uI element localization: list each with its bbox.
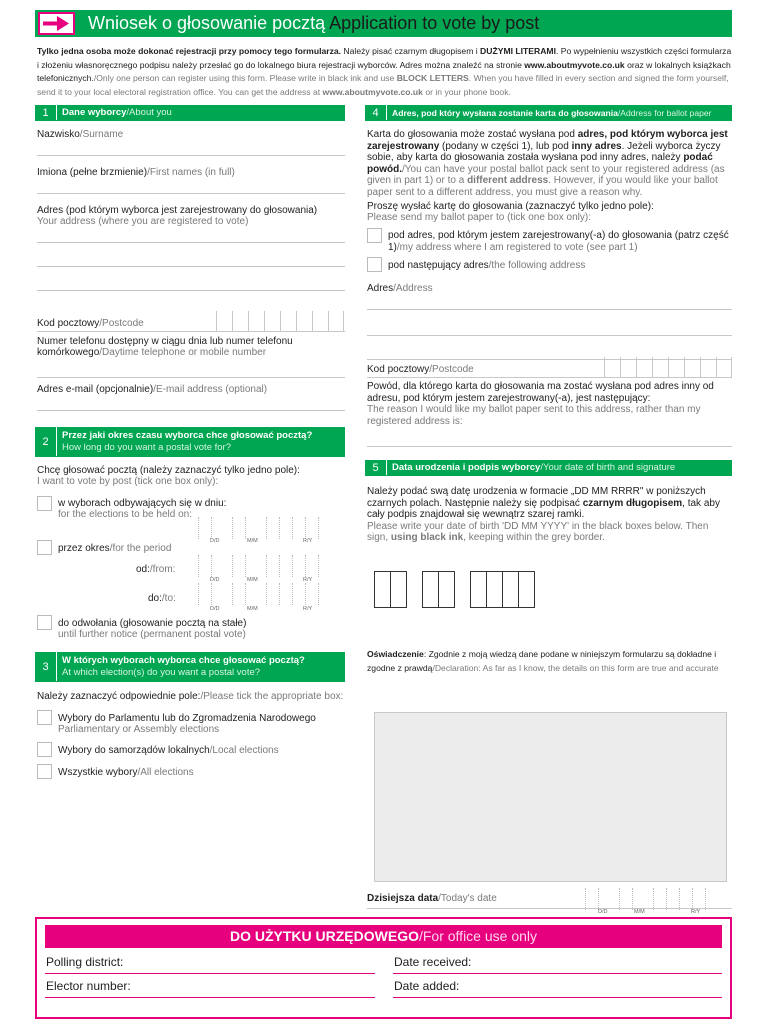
local-label: Wybory do samorządów lokalnych/Local elections: [58, 745, 279, 756]
dob-instructions: Należy podać swą datę urodzenia w formacie „DD MM RRRR" w poniższych czarnych polach. Następnie należy się podpisać czarnym długopisem, tak aby cały podpis znajdował się wewnątrz szarej ramki. Please write your date of birth 'DD MM YYYY' in the black boxes below. Then sign, using black ink, keeping within the grey border.: [367, 486, 720, 543]
ballot-postcode-boxes[interactable]: [604, 357, 732, 377]
ballot-postcode-label: Kod pocztowy/Postcode: [367, 364, 474, 375]
send-to-question: Proszę wysłać kartę do głosowania (zaznaczyć tylko jedno pole):: [367, 201, 654, 212]
parliamentary-label: Wybory do Parlamentu lub do Zgromadzenia Narodowego: [58, 713, 316, 724]
send-to-question-en: Please send my ballot paper to (tick one box only):: [367, 212, 592, 223]
date-received-field[interactable]: [393, 973, 722, 974]
mm-label: M/M: [634, 909, 645, 915]
yy-label: R/Y: [303, 577, 313, 583]
following-address-checkbox[interactable]: [367, 257, 382, 272]
mm-label: M/M: [247, 538, 258, 544]
email-label: Adres e-mail (opcjonalnie)/E-mail address (optional): [37, 384, 268, 395]
declaration: Oświadczenie: Zgodnie z moją wiedzą dane podane w niniejszym formularzu są dokładne i zgodne z prawdą/Declaration: As far as I know, the details on this form are true and accurate: [367, 649, 719, 673]
address-label: Adres (pod którym wyborca jest zarejestrowany do głosowania): [37, 205, 318, 216]
surname-label: Nazwisko/Surname: [37, 129, 124, 140]
section-2-header: 2 Przez jaki okres czasu wyborca chce głosować pocztą? How long do you want a postal vote for?: [35, 427, 345, 457]
phone-field[interactable]: [37, 377, 345, 378]
dd-label: D/D: [210, 577, 220, 583]
section-4-header: 4 Adres, pod który wysłana zostanie karta do głosowania /Address for ballot paper: [365, 105, 732, 121]
polling-district-label: Polling district:: [46, 955, 124, 969]
parliamentary-label-en: Parliamentary or Assembly elections: [58, 724, 220, 735]
section-1-header: 1 Dane wyborcy /About you: [35, 105, 345, 121]
date-of-birth-boxes[interactable]: [374, 571, 550, 608]
period-question: Chcę głosować pocztą (należy zaznaczyć tylko jedno pole):: [37, 465, 300, 476]
date-added-label: Date added:: [394, 979, 460, 993]
from-date-input[interactable]: [198, 555, 331, 577]
section-5-header: 5 Data urodzenia i podpis wyborcy /Your date of birth and signature: [365, 460, 732, 476]
address-line-3[interactable]: [37, 290, 345, 291]
email-field[interactable]: [37, 410, 345, 411]
section-3-header: 3 W których wyborach wyborca chce głosować pocztą? At which election(s) do you want a postal vote?: [35, 652, 345, 682]
postcode-line: [37, 331, 345, 332]
mm-label: M/M: [247, 606, 258, 612]
yy-label: R/Y: [691, 909, 701, 915]
date-added-field[interactable]: [393, 997, 722, 998]
period-label: przez okres/for the period: [58, 543, 172, 554]
from-label: od:/from:: [136, 564, 176, 575]
election-day-checkbox[interactable]: [37, 496, 52, 511]
office-use-panel: [35, 917, 732, 1019]
reason-field[interactable]: [367, 446, 732, 447]
address-label-en: Your address (where you are registered to vote): [37, 216, 249, 227]
elections-question: Należy zaznaczyć odpowiednie pole:/Please tick the appropriate box:: [37, 691, 344, 702]
registered-address-label: pod adres, pod którym jestem zarejestrowany(-a) do głosowania (patrz część 1)/my address where I am registered to vote (see part 1): [388, 230, 729, 253]
ballot-address-line-2[interactable]: [367, 335, 732, 336]
todays-date-label: Dzisiejsza data/Today's date: [367, 893, 497, 904]
mm-label: M/M: [247, 577, 258, 583]
todays-date-input[interactable]: [585, 888, 718, 910]
period-question-en: I want to vote by post (tick one box only):: [37, 476, 219, 487]
ballot-address-info: Karta do głosowania może zostać wysłana pod adres, pod którym wyborca jest zarejestrowany (podany w części 1), lub pod inny adres. Jeżeli wyborca życzy sobie, aby karta do głosowania została wysłana pod inny adres, należy podać powód./You can have your postal ballot pack sent to your registered address (as given in part 1) or to a different address. However, if you would like your ballot paper sent to a different address, you must give a reason why.: [367, 129, 728, 198]
date-received-label: Date received:: [394, 955, 472, 969]
permanent-label: do odwołania (głosowanie pocztą na stałe): [58, 618, 247, 629]
dd-label: D/D: [598, 909, 608, 915]
registered-address-checkbox[interactable]: [367, 228, 382, 243]
first-names-field[interactable]: [37, 193, 345, 194]
local-checkbox[interactable]: [37, 742, 52, 757]
page-title: Wniosek o głosowanie pocztą Application to vote by post: [88, 13, 540, 33]
phone-label: Numer telefonu dostępny w ciągu dnia lub numer telefonu: [37, 336, 293, 347]
all-elections-label: Wszystkie wybory/All elections: [58, 767, 194, 778]
election-day-label-en: for the elections to be held on:: [58, 509, 192, 520]
ballot-postcode-line: [367, 377, 732, 378]
signature-box[interactable]: [374, 712, 727, 882]
yy-label: R/Y: [303, 606, 313, 612]
elector-number-field[interactable]: [45, 997, 375, 998]
following-address-label: pod następujący adres/the following address: [388, 260, 586, 271]
todays-date-line: [367, 908, 732, 909]
polling-district-field[interactable]: [45, 973, 375, 974]
reason-label: Powód, dla którego karta do głosowania ma zostać wysłana pod adres inny od adresu, pod którym jestem zarejestrowany(-a), jest następujący:: [367, 381, 714, 404]
dd-label: D/D: [210, 538, 220, 544]
right-arrow-icon: [38, 12, 75, 35]
phone-label-2: komórkowego/Daytime telephone or mobile number: [37, 347, 267, 358]
to-date-input[interactable]: [198, 583, 331, 605]
dd-label: D/D: [210, 606, 220, 612]
parliamentary-checkbox[interactable]: [37, 710, 52, 725]
elector-number-label: Elector number:: [46, 979, 131, 993]
yy-label: R/Y: [303, 538, 313, 544]
election-date-input[interactable]: [198, 517, 331, 539]
period-checkbox[interactable]: [37, 540, 52, 555]
ballot-address-line-1[interactable]: [367, 309, 732, 310]
all-elections-checkbox[interactable]: [37, 764, 52, 779]
ballot-address-label: Adres/Address: [367, 283, 433, 294]
reason-label-en: The reason I would like my ballot paper sent to this address, rather than my registered address is:: [367, 404, 701, 427]
permanent-label-en: until further notice (permanent postal vote): [58, 629, 246, 640]
intro-text: Tylko jedna osoba może dokonać rejestracji przy pomocy tego formularza. Należy pisać czarnym długopisem i DUŻYMI LITERAMI. Po wypełnieniu wszystkich części formularza i złożeniu własnoręcznego podpisu należy przesłać go do lokalnego biura rejestracji wyborców. Adres można znaleźć na stronie www.aboutmyvote.co.uk oraz w lokalnych książkach telefonicznych./Only one person can register using this form. Please write in black ink and use BLOCK LETTERS. When you have filled in every section and signed the form yourself, send it to your local electoral registration office. You can get the address at www.aboutmyvote.co.uk or in your phone book.: [37, 46, 732, 97]
office-use-header: DO UŻYTKU URZĘDOWEGO/For office use only: [45, 925, 722, 948]
address-line-1[interactable]: [37, 242, 345, 243]
permanent-checkbox[interactable]: [37, 615, 52, 630]
surname-field[interactable]: [37, 155, 345, 156]
postcode-label: Kod pocztowy/Postcode: [37, 318, 144, 329]
address-line-2[interactable]: [37, 266, 345, 267]
to-label: do:/to:: [148, 593, 176, 604]
election-day-label: w wyborach odbywających się w dniu:: [58, 498, 227, 509]
first-names-label: Imiona (pełne brzmienie)/First names (in full): [37, 167, 235, 178]
postcode-boxes[interactable]: [216, 311, 344, 331]
